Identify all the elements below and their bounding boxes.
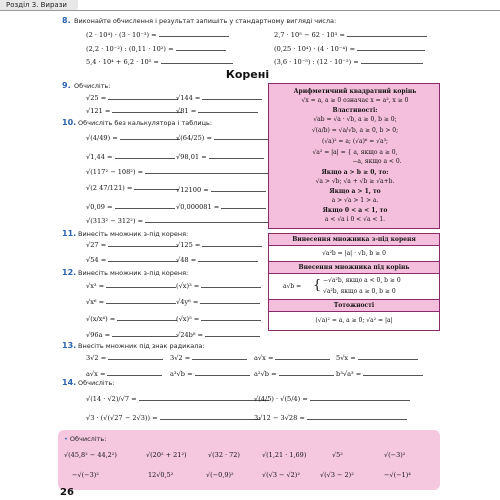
bonus-box bbox=[58, 430, 440, 490]
theory2-heading-3: Тотожності bbox=[269, 300, 439, 312]
page-number: 26 bbox=[60, 487, 74, 498]
theory-box-factor bbox=[268, 233, 440, 331]
theory-heading: Арифметичний квадратний корінь bbox=[293, 88, 417, 95]
header-rule bbox=[0, 10, 500, 11]
task-9-instruction: Обчисліть: bbox=[74, 82, 111, 90]
bonus-item: √(−3)² bbox=[384, 451, 406, 459]
task-13-number: 13. bbox=[62, 341, 77, 350]
task-12-item: √24b⁸ = bbox=[176, 331, 260, 339]
task-10-instruction: Обчисліть без калькулятора і таблиць: bbox=[78, 119, 213, 127]
task-12-item: √4y⁶ = bbox=[176, 298, 260, 306]
theory-property: (√a)² = a; (√a)⁶ = √a³; bbox=[322, 138, 388, 145]
page-header bbox=[0, 0, 500, 12]
task-12-item: √(x/x⁴) = bbox=[86, 315, 177, 323]
task-11-instruction: Винесіть множник з-під кореня: bbox=[78, 230, 189, 238]
theory2-heading-1: Винесення множника з-під кореня bbox=[269, 234, 439, 246]
task-13-item: 3√2 = bbox=[170, 354, 247, 362]
theory-property: √(a/b) = √a/√b, a ≥ 0, b > 0; bbox=[311, 127, 399, 134]
theory-property: −a, якщо a < 0. bbox=[352, 158, 402, 165]
task-10-item: √98,01 = bbox=[176, 153, 264, 161]
task-10-item: √(4/49) = bbox=[86, 134, 180, 142]
task-8-item: (2 · 10⁴) · (3 · 10⁻³) = bbox=[86, 31, 229, 39]
theory-rule: a < √a і 0 < √a < 1. bbox=[324, 216, 386, 223]
task-11-number: 11. bbox=[62, 229, 77, 238]
theory-rule: √a > √b; √a + √b ≥ √a+b. bbox=[315, 178, 395, 185]
task-14-item: √3 · (√(√27 − 2√3)) = bbox=[86, 414, 260, 422]
task-8-item: 5,4 · 10⁴ + 6,2 · 10⁵ = bbox=[86, 58, 233, 66]
theory-property: √ab = √a · √b, a ≥ 0, b ≥ 0; bbox=[313, 116, 397, 123]
task-14-item: √(4/5) · √(5/4) = bbox=[254, 395, 410, 403]
task-13-instruction: Внесіть множник під знак радикала: bbox=[78, 342, 205, 350]
task-14-instruction: Обчисліть: bbox=[78, 379, 115, 387]
task-10-item: √(117² − 108²) = bbox=[86, 168, 295, 176]
brace-icon: { bbox=[313, 278, 322, 293]
task-12-item: (√x)³ = bbox=[176, 282, 261, 290]
task-8-number: 8. bbox=[62, 16, 71, 25]
task-11-item: √54 = bbox=[86, 256, 178, 264]
task-13-item: b³√a³ = bbox=[336, 370, 423, 378]
task-12-item: √96a = bbox=[86, 331, 177, 339]
theory2-formula-3: (√a)² = a, a ≥ 0; √a² = |a| bbox=[269, 312, 439, 330]
task-11-item: √48 = bbox=[176, 256, 258, 264]
task-13-item: a√x = bbox=[86, 370, 162, 378]
theory2-heading-2: Внесення множника під корінь bbox=[269, 262, 439, 274]
task-12-item: √x⁶ = bbox=[86, 298, 176, 306]
task-11-item: √27 = bbox=[86, 241, 178, 249]
section-heading: Корені bbox=[225, 68, 270, 81]
theory-rule: Якщо 0 < a < 1, то bbox=[322, 207, 388, 214]
task-10-number: 10. bbox=[62, 118, 77, 127]
task-14-item: √(14 · √2)/√7 = bbox=[86, 395, 269, 403]
section-title: Розділ 3. Вирази bbox=[6, 1, 67, 9]
theory-rule: a > √a > 1 > a. bbox=[331, 197, 379, 204]
theory2-formula-1: √a²b = |a| · √b, b ≥ 0 bbox=[269, 246, 439, 262]
task-13-item: a√x = bbox=[254, 354, 330, 362]
task-8-item: (0,25 · 10⁴) · (4 · 10⁻⁴) = bbox=[274, 45, 425, 53]
task-8-item: (2,2 · 10⁻²) : (0,11 · 10²) = bbox=[86, 45, 226, 53]
task-13-item: 3√2 = bbox=[86, 354, 163, 362]
task-14-item: 3√12 − 3√28 = bbox=[254, 414, 407, 422]
task-9-number: 9. bbox=[62, 81, 71, 90]
bonus-item: √(−0,9)² bbox=[206, 471, 234, 479]
theory-definition: √x = a, a ≥ 0 означає x = a², x ≥ 0 bbox=[301, 97, 409, 104]
bonus-item: √(32 · 72) bbox=[208, 451, 240, 459]
task-10-item: √(64/25) = bbox=[176, 134, 269, 142]
bonus-item: −√(−1)⁴ bbox=[384, 471, 411, 479]
theory-subheading: Властивості: bbox=[332, 107, 378, 114]
task-10-item: √1,44 = bbox=[86, 153, 175, 161]
task-13-item: a²√b = bbox=[254, 370, 334, 378]
bonus-item: 12√0,5² bbox=[148, 471, 174, 479]
task-10-item: √12100 = bbox=[176, 186, 266, 194]
bonus-item: √(20² + 21²) bbox=[146, 451, 187, 459]
task-8-item: 2,7 · 10⁵ − 62 · 10³ = bbox=[274, 31, 427, 39]
bonus-item: √5² bbox=[332, 451, 343, 459]
task-12-item: √x³ = bbox=[86, 282, 176, 290]
bonus-item: √(√3 − √2)² bbox=[262, 471, 300, 479]
task-9-item: √81 = bbox=[176, 107, 258, 115]
theory2-formula-2 bbox=[269, 274, 439, 300]
theory-rule: Якщо a > 1, то bbox=[329, 188, 381, 195]
task-12-number: 12. bbox=[62, 268, 77, 277]
bonus-item: √(√3 − 2)² bbox=[320, 471, 354, 479]
task-8-instruction: Виконайте обчислення і результат запишіть у стандартному вигляді числа: bbox=[74, 17, 337, 25]
task-10-item: √0,09 = bbox=[86, 203, 175, 211]
task-14-number: 14. bbox=[62, 378, 77, 387]
theory-box-square-root bbox=[268, 83, 440, 229]
bonus-item: −√(−3)² bbox=[72, 471, 99, 479]
task-13-item: a³√b = bbox=[170, 370, 250, 378]
theory2-lhs: a√b = bbox=[283, 283, 302, 290]
task-12-instruction: Винесіть множник з-під кореня: bbox=[78, 269, 189, 277]
theory-property: √a² = |a| = { a, якщо a ≥ 0, bbox=[312, 149, 398, 156]
task-8-item: (3,6 · 10⁻⁵) : (12 · 10⁻²) = bbox=[274, 58, 423, 66]
task-13-item: 5√x = bbox=[336, 354, 418, 362]
bonus-label: • Обчисліть: bbox=[64, 435, 107, 443]
task-9-item: √121 = bbox=[86, 107, 182, 115]
theory2-case-b: √a²b, якщо a ≥ 0, b ≥ 0 bbox=[323, 288, 396, 295]
task-9-item: √25 = bbox=[86, 94, 178, 102]
task-10-item: √(2 47/121) = bbox=[86, 184, 179, 192]
bonus-item: √(1,21 · 1,69) bbox=[262, 451, 307, 459]
task-9-item: √144 = bbox=[176, 94, 262, 102]
theory-rule: Якщо a > b ≥ 0, то: bbox=[321, 169, 389, 176]
task-11-item: √125 = bbox=[176, 241, 262, 249]
theory2-case-a: −√a²b, якщо a < 0, b ≥ 0 bbox=[323, 277, 401, 284]
task-12-item: (√x)⁵ = bbox=[176, 315, 261, 323]
task-10-item: √(313² − 312²) = bbox=[86, 217, 295, 225]
bonus-item: √(45,8² − 44,2²) bbox=[64, 451, 117, 459]
task-10-item: √0,000081 = bbox=[176, 203, 266, 211]
